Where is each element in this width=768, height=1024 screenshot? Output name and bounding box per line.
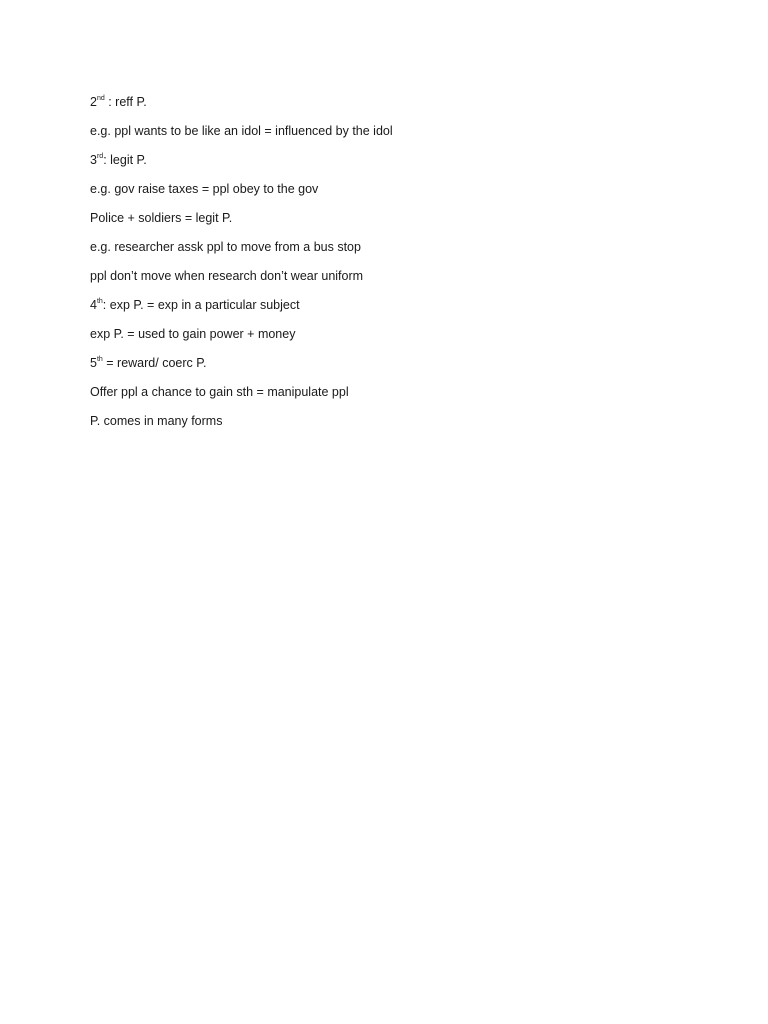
note-line-reff-power	[90, 93, 710, 111]
note-line-manipulate	[90, 383, 710, 401]
line-text: = reward/ coerc P.	[102, 356, 207, 370]
line-text: Police + soldiers = legit P.	[90, 211, 233, 225]
ordinal-suffix: rd	[96, 152, 104, 160]
note-line-bus-stop-example	[90, 238, 710, 256]
ordinal-suffix: th	[96, 297, 103, 305]
line-text: P. comes in many forms	[90, 414, 223, 428]
line-text: e.g. researcher assk ppl to move from a bus stop	[90, 240, 361, 254]
note-line-idol-example	[90, 122, 710, 140]
line-number: 5	[90, 356, 97, 370]
line-text: : reff P.	[104, 95, 147, 109]
ordinal-suffix: th	[96, 355, 103, 363]
line-number: 4	[90, 298, 97, 312]
note-line-reward-coerc-power	[90, 354, 710, 372]
note-line-uniform	[90, 267, 710, 285]
line-text: exp P. = used to gain power + money	[90, 327, 296, 341]
note-line-many-forms	[90, 412, 710, 430]
note-line-exp-power	[90, 296, 710, 314]
ordinal-suffix: nd	[96, 94, 105, 102]
note-line-exp-use	[90, 325, 710, 343]
line-text: : exp P. = exp in a particular subject	[102, 298, 300, 312]
note-line-legit-power	[90, 151, 710, 169]
line-text: e.g. gov raise taxes = ppl obey to the gov	[90, 182, 319, 196]
line-text: : legit P.	[103, 153, 147, 167]
line-text: Offer ppl a chance to gain sth = manipulate ppl	[90, 385, 349, 399]
line-number: 2	[90, 95, 97, 109]
note-line-taxes-example	[90, 180, 710, 198]
notes-body	[90, 93, 710, 441]
note-line-police-soldiers	[90, 209, 710, 227]
line-text: e.g. ppl wants to be like an idol = influenced by the idol	[90, 124, 393, 138]
line-text: ppl don’t move when research don’t wear uniform	[90, 269, 364, 283]
line-number: 3	[90, 153, 97, 167]
